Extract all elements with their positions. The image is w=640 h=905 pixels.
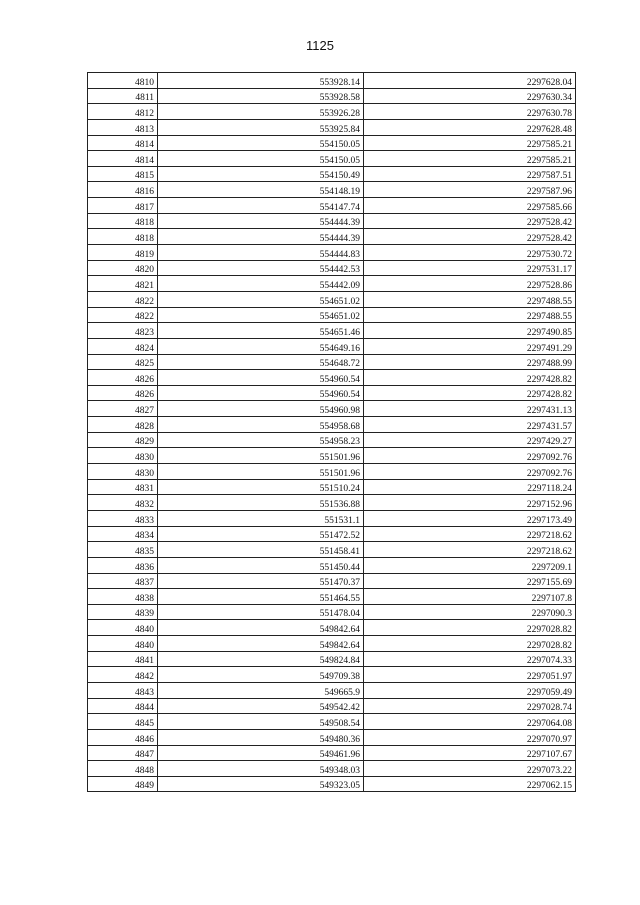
point-number-cell: 4828 [88, 417, 158, 433]
x-coordinate-cell: 554442.09 [158, 276, 364, 292]
point-number-cell: 4837 [88, 573, 158, 589]
table-row [88, 370, 576, 386]
point-number-cell: 4830 [88, 464, 158, 480]
x-coordinate-cell: 554958.68 [158, 417, 364, 433]
x-coordinate-cell: 554648.72 [158, 354, 364, 370]
table-row [88, 682, 576, 698]
x-coordinate-cell: 549709.38 [158, 667, 364, 683]
y-coordinate-cell: 2297062.15 [364, 776, 576, 792]
table-row [88, 698, 576, 714]
table-row [88, 573, 576, 589]
x-coordinate-cell: 554960.54 [158, 370, 364, 386]
table-row [88, 385, 576, 401]
table-row [88, 776, 576, 792]
table-row [88, 714, 576, 730]
table-row [88, 291, 576, 307]
y-coordinate-cell: 2297152.96 [364, 495, 576, 511]
table-row [88, 620, 576, 636]
point-number-cell: 4838 [88, 589, 158, 605]
y-coordinate-cell: 2297209.1 [364, 557, 576, 573]
x-coordinate-cell: 554150.05 [158, 151, 364, 167]
x-coordinate-cell: 549323.05 [158, 776, 364, 792]
x-coordinate-cell: 554960.98 [158, 401, 364, 417]
x-coordinate-cell: 554442.53 [158, 260, 364, 276]
x-coordinate-cell: 551450.44 [158, 557, 364, 573]
y-coordinate-cell: 2297585.66 [364, 198, 576, 214]
x-coordinate-cell: 551464.55 [158, 589, 364, 605]
y-coordinate-cell: 2297059.49 [364, 682, 576, 698]
point-number-cell: 4844 [88, 698, 158, 714]
point-number-cell: 4840 [88, 636, 158, 652]
y-coordinate-cell: 2297585.21 [364, 135, 576, 151]
x-coordinate-cell: 549542.42 [158, 698, 364, 714]
y-coordinate-cell: 2297092.76 [364, 448, 576, 464]
point-number-cell: 4842 [88, 667, 158, 683]
table-row [88, 354, 576, 370]
y-coordinate-cell: 2297488.55 [364, 307, 576, 323]
point-number-cell: 4818 [88, 213, 158, 229]
point-number-cell: 4848 [88, 761, 158, 777]
point-number-cell: 4822 [88, 307, 158, 323]
y-coordinate-cell: 2297428.82 [364, 370, 576, 386]
point-number-cell: 4836 [88, 557, 158, 573]
point-number-cell: 4823 [88, 323, 158, 339]
y-coordinate-cell: 2297431.13 [364, 401, 576, 417]
point-number-cell: 4815 [88, 166, 158, 182]
table-row [88, 135, 576, 151]
point-number-cell: 4810 [88, 73, 158, 89]
y-coordinate-cell: 2297630.34 [364, 88, 576, 104]
point-number-cell: 4811 [88, 88, 158, 104]
table-row [88, 260, 576, 276]
point-number-cell: 4833 [88, 510, 158, 526]
table-row [88, 323, 576, 339]
x-coordinate-cell: 551510.24 [158, 479, 364, 495]
x-coordinate-cell: 549461.96 [158, 745, 364, 761]
table-row [88, 526, 576, 542]
x-coordinate-cell: 554651.02 [158, 307, 364, 323]
y-coordinate-cell: 2297051.97 [364, 667, 576, 683]
table-row [88, 338, 576, 354]
y-coordinate-cell: 2297092.76 [364, 464, 576, 480]
y-coordinate-cell: 2297429.27 [364, 432, 576, 448]
table-row [88, 589, 576, 605]
y-coordinate-cell: 2297218.62 [364, 542, 576, 558]
table-row [88, 166, 576, 182]
point-number-cell: 4814 [88, 151, 158, 167]
y-coordinate-cell: 2297428.82 [364, 385, 576, 401]
point-number-cell: 4827 [88, 401, 158, 417]
x-coordinate-cell: 554148.19 [158, 182, 364, 198]
x-coordinate-cell: 554150.05 [158, 135, 364, 151]
x-coordinate-cell: 554649.16 [158, 338, 364, 354]
point-number-cell: 4826 [88, 370, 158, 386]
point-number-cell: 4819 [88, 245, 158, 261]
x-coordinate-cell: 551531.1 [158, 510, 364, 526]
x-coordinate-cell: 554960.54 [158, 385, 364, 401]
x-coordinate-cell: 553925.84 [158, 119, 364, 135]
x-coordinate-cell: 554147.74 [158, 198, 364, 214]
table-row [88, 213, 576, 229]
table-body [88, 73, 576, 792]
table-row [88, 401, 576, 417]
y-coordinate-cell: 2297173.49 [364, 510, 576, 526]
point-number-cell: 4813 [88, 119, 158, 135]
table-row [88, 636, 576, 652]
point-number-cell: 4830 [88, 448, 158, 464]
y-coordinate-cell: 2297064.08 [364, 714, 576, 730]
y-coordinate-cell: 2297074.33 [364, 651, 576, 667]
point-number-cell: 4843 [88, 682, 158, 698]
y-coordinate-cell: 2297155.69 [364, 573, 576, 589]
table-row [88, 432, 576, 448]
point-number-cell: 4835 [88, 542, 158, 558]
table-row [88, 542, 576, 558]
point-number-cell: 4831 [88, 479, 158, 495]
y-coordinate-cell: 2297528.42 [364, 229, 576, 245]
point-number-cell: 4825 [88, 354, 158, 370]
x-coordinate-cell: 549665.9 [158, 682, 364, 698]
x-coordinate-cell: 554150.49 [158, 166, 364, 182]
table-row [88, 557, 576, 573]
point-number-cell: 4846 [88, 729, 158, 745]
x-coordinate-cell: 549508.54 [158, 714, 364, 730]
table-row [88, 119, 576, 135]
x-coordinate-cell: 554444.39 [158, 229, 364, 245]
x-coordinate-cell: 554444.39 [158, 213, 364, 229]
y-coordinate-cell: 2297073.22 [364, 761, 576, 777]
table-row [88, 182, 576, 198]
point-number-cell: 4829 [88, 432, 158, 448]
point-number-cell: 4849 [88, 776, 158, 792]
x-coordinate-cell: 551478.04 [158, 604, 364, 620]
y-coordinate-cell: 2297490.85 [364, 323, 576, 339]
x-coordinate-cell: 554958.23 [158, 432, 364, 448]
table-row [88, 495, 576, 511]
x-coordinate-cell: 549480.36 [158, 729, 364, 745]
x-coordinate-cell: 551472.52 [158, 526, 364, 542]
y-coordinate-cell: 2297628.04 [364, 73, 576, 89]
point-number-cell: 4834 [88, 526, 158, 542]
y-coordinate-cell: 2297630.78 [364, 104, 576, 120]
point-number-cell: 4824 [88, 338, 158, 354]
y-coordinate-cell: 2297090.3 [364, 604, 576, 620]
point-number-cell: 4832 [88, 495, 158, 511]
table-row [88, 417, 576, 433]
coordinates-table [87, 72, 576, 792]
table-row [88, 667, 576, 683]
y-coordinate-cell: 2297028.74 [364, 698, 576, 714]
point-number-cell: 4839 [88, 604, 158, 620]
table-row [88, 448, 576, 464]
y-coordinate-cell: 2297531.17 [364, 260, 576, 276]
point-number-cell: 4826 [88, 385, 158, 401]
y-coordinate-cell: 2297107.67 [364, 745, 576, 761]
point-number-cell: 4818 [88, 229, 158, 245]
table-row [88, 151, 576, 167]
x-coordinate-cell: 549842.64 [158, 620, 364, 636]
x-coordinate-cell: 553926.28 [158, 104, 364, 120]
y-coordinate-cell: 2297628.48 [364, 119, 576, 135]
point-number-cell: 4817 [88, 198, 158, 214]
y-coordinate-cell: 2297488.99 [364, 354, 576, 370]
point-number-cell: 4821 [88, 276, 158, 292]
table-row [88, 73, 576, 89]
x-coordinate-cell: 553928.58 [158, 88, 364, 104]
x-coordinate-cell: 553928.14 [158, 73, 364, 89]
table-row [88, 88, 576, 104]
x-coordinate-cell: 549348.03 [158, 761, 364, 777]
point-number-cell: 4841 [88, 651, 158, 667]
y-coordinate-cell: 2297070.97 [364, 729, 576, 745]
table-row [88, 510, 576, 526]
point-number-cell: 4847 [88, 745, 158, 761]
y-coordinate-cell: 2297530.72 [364, 245, 576, 261]
y-coordinate-cell: 2297107.8 [364, 589, 576, 605]
x-coordinate-cell: 554651.02 [158, 291, 364, 307]
x-coordinate-cell: 551458.41 [158, 542, 364, 558]
point-number-cell: 4820 [88, 260, 158, 276]
table-row [88, 276, 576, 292]
y-coordinate-cell: 2297587.51 [364, 166, 576, 182]
point-number-cell: 4822 [88, 291, 158, 307]
y-coordinate-cell: 2297118.24 [364, 479, 576, 495]
table-row [88, 245, 576, 261]
point-number-cell: 4840 [88, 620, 158, 636]
table-row [88, 604, 576, 620]
y-coordinate-cell: 2297218.62 [364, 526, 576, 542]
page-number: 1125 [306, 38, 334, 53]
x-coordinate-cell: 551501.96 [158, 448, 364, 464]
table-row [88, 104, 576, 120]
y-coordinate-cell: 2297587.96 [364, 182, 576, 198]
y-coordinate-cell: 2297528.42 [364, 213, 576, 229]
x-coordinate-cell: 554651.46 [158, 323, 364, 339]
y-coordinate-cell: 2297028.82 [364, 636, 576, 652]
x-coordinate-cell: 551470.37 [158, 573, 364, 589]
table-row [88, 761, 576, 777]
x-coordinate-cell: 551501.96 [158, 464, 364, 480]
table-row [88, 745, 576, 761]
point-number-cell: 4812 [88, 104, 158, 120]
table-row [88, 479, 576, 495]
x-coordinate-cell: 554444.83 [158, 245, 364, 261]
y-coordinate-cell: 2297431.57 [364, 417, 576, 433]
x-coordinate-cell: 551536.88 [158, 495, 364, 511]
point-number-cell: 4814 [88, 135, 158, 151]
x-coordinate-cell: 549842.64 [158, 636, 364, 652]
table-row [88, 198, 576, 214]
y-coordinate-cell: 2297028.82 [364, 620, 576, 636]
table-row [88, 729, 576, 745]
x-coordinate-cell: 549824.84 [158, 651, 364, 667]
table-row [88, 464, 576, 480]
y-coordinate-cell: 2297491.29 [364, 338, 576, 354]
table-row [88, 307, 576, 323]
point-number-cell: 4816 [88, 182, 158, 198]
y-coordinate-cell: 2297488.55 [364, 291, 576, 307]
y-coordinate-cell: 2297528.86 [364, 276, 576, 292]
table-row [88, 229, 576, 245]
point-number-cell: 4845 [88, 714, 158, 730]
y-coordinate-cell: 2297585.21 [364, 151, 576, 167]
table-row [88, 651, 576, 667]
